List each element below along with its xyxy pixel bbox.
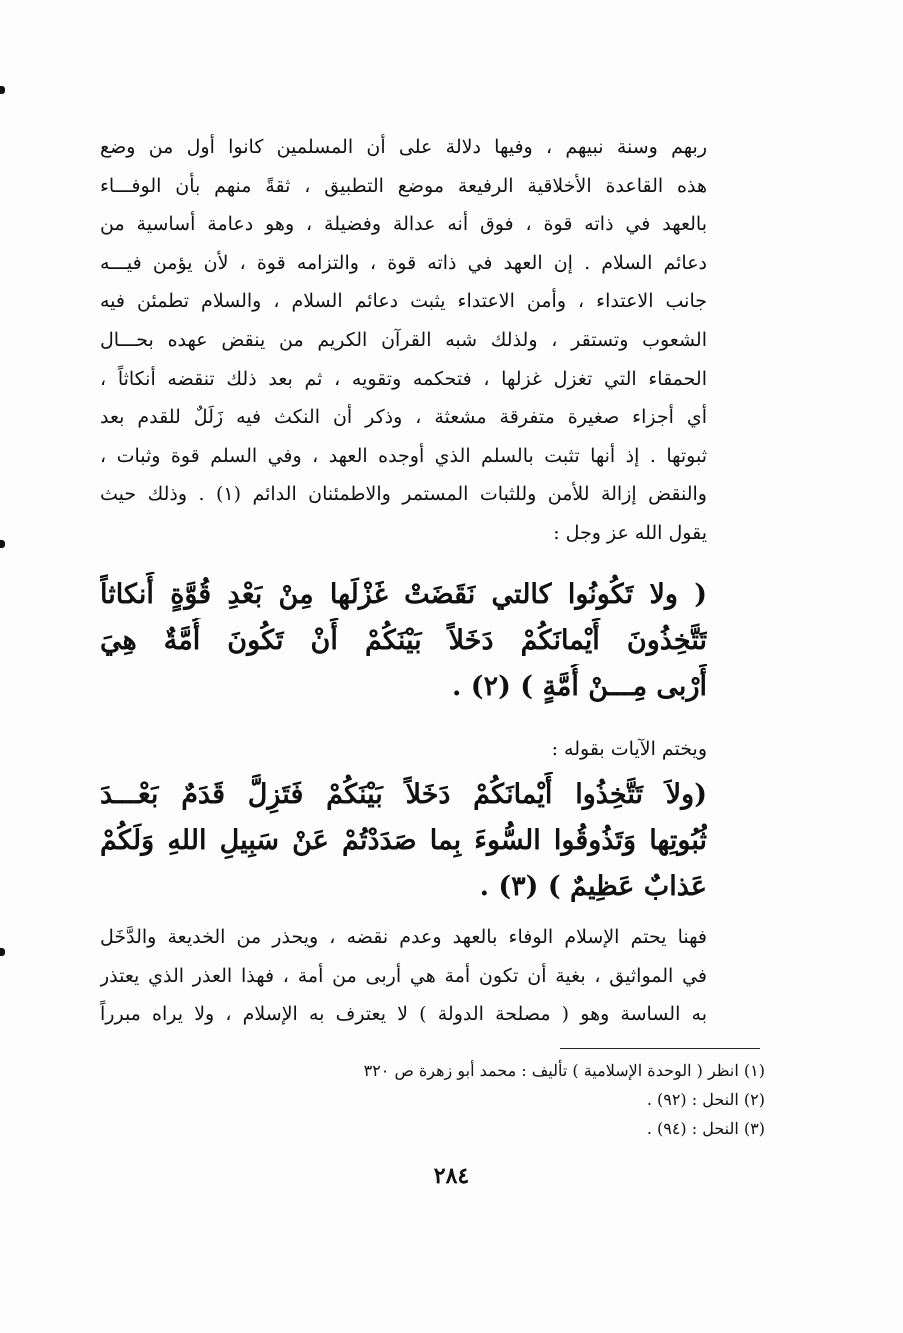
text-line: والنقض إزالة للأمن وللثبات المستمر والاطمئنان الدائم (١) . وذلك حيث	[100, 483, 707, 506]
text-line: ربهم وسنة نبيهم ، وفيها دلالة على أن المسلمين كانوا أول من وضع	[100, 136, 707, 158]
verse-line: (ولاَ تَتَّخِذُوا أَيْمانَكُمْ دَخَلاً بَيْنَكُمْ فَتَزِلَّ قَدَمٌ بَعْـــدَ	[100, 779, 707, 810]
verse-line: أَرْبى مِـــنْ أُمَّةٍ ) (٢) .	[452, 671, 707, 702]
verse-line: ( ولا تَكُونُوا كالتي نَقَضَتْ غَزْلَها مِنْ بَعْدِ قُوَّةٍ أَنكاثاً	[100, 579, 707, 610]
quran-verse-1	[100, 572, 707, 710]
text-line: به الساسة وهو ( مصلحة الدولة ) لا يعترف به الإسلام ، ولا يراه مبرراً	[100, 1003, 707, 1025]
scan-edge-mark	[0, 948, 5, 956]
paragraph-2	[100, 918, 707, 1034]
text-line: فهنا يحتم الإسلام الوفاء بالعهد وعدم نقضه ، ويحذر من الخديعة والدَّخَل	[100, 926, 707, 948]
text-line: الشعوب وتستقر ، ولذلك شبه القرآن الكريم من ينقض عهده بحـــال	[100, 328, 707, 351]
text-line: بالعهد في ذاته قوة ، فوق أنه عدالة وفضيلة ، وهو دعامة أساسية من	[100, 213, 707, 236]
footnote: (٢) النحل : (٩٢) .	[646, 1090, 765, 1109]
text-line: هذه القاعدة الأخلاقية الرفيعة موضع التطبيق ، ثقةً منهم بأن الوفـــاء	[100, 174, 707, 197]
text-line: يقول الله عز وجل :	[553, 521, 707, 544]
scan-edge-mark	[0, 540, 5, 548]
text-line: ثبوتها . إذ أنها تثبت بالسلم الذي أوجده العهد ، وفي السلم قوة وثبات ،	[100, 444, 707, 467]
text-line: في المواثيق ، بغية أن تكون أمة هي أربى من أمة ، فهذا العذر الذي يعتذر	[100, 964, 707, 987]
text-line: دعائم السلام . إن العهد في ذاته قوة ، والتزامه قوة ، لأن يؤمن فيـــه	[100, 251, 707, 274]
verse-line: عَذابٌ عَظِيمٌ ) (٣) .	[479, 871, 707, 902]
footnote: (١) انظر ( الوحدة الإسلامية ) تأليف : محمد أبو زهرة ص ٣٢٠	[363, 1061, 765, 1080]
paragraph-1	[100, 128, 707, 553]
quran-verse-2	[100, 772, 707, 910]
scan-edge-mark	[0, 86, 5, 94]
text-line: أي أجزاء صغيرة متفرقة مشعثة ، وذكر أن النكث فيه زَلَلٌ للقدم بعد	[100, 406, 707, 429]
verse-line: ثُبُوتِها وَتَذُوقُوا السُّوءَ بِما صَدَدْتُمْ عَنْ سَبِيلِ اللهِ وَلَكُمْ	[100, 825, 707, 856]
footnote: (٣) النحل : (٩٤) .	[646, 1119, 765, 1138]
verse-intro	[100, 730, 707, 768]
text-line: جانب الاعتداء ، وأمن الاعتداء يثبت دعائم السلام ، والسلام تطمئن فيه	[100, 290, 707, 313]
text-line: ويختم الآيات بقوله :	[551, 738, 707, 760]
footnotes	[245, 1056, 765, 1143]
text-line: الحمقاء التي تغزل غزلها ، فتحكمه وتقويه ، ثم بعد ذلك تنقضه أنكاثاً ،	[100, 367, 707, 390]
page-number: ٢٨٤	[433, 1163, 470, 1189]
footnote-divider	[560, 1048, 760, 1049]
verse-line: تَتَّخِذُونَ أَيْمانَكُمْ دَخَلاً بَيْنَكُمْ أَنْ تَكُونَ أُمَّةٌ هِيَ	[100, 625, 707, 656]
